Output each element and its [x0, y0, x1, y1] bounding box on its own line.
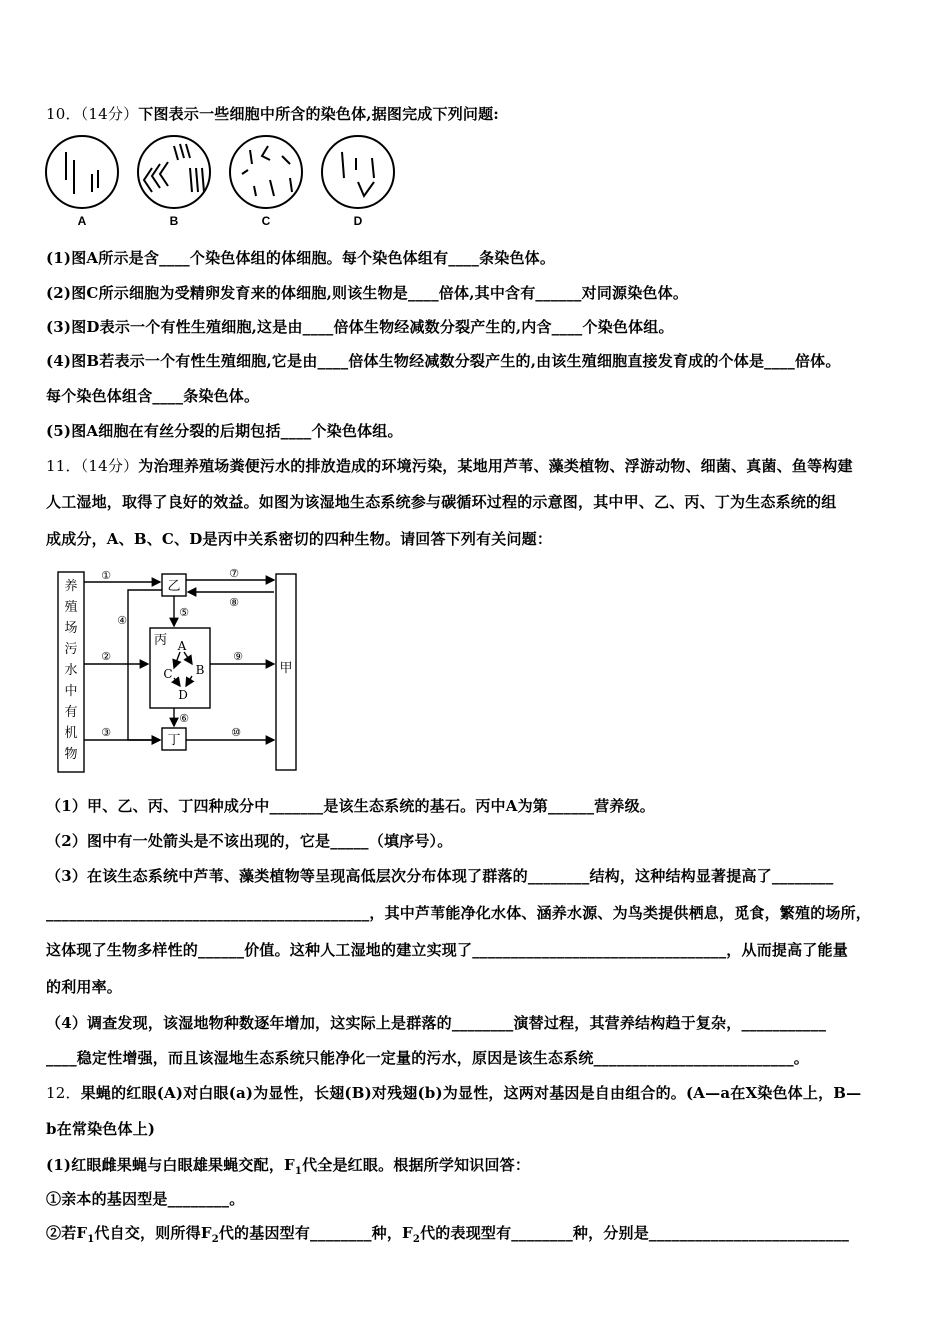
q12-sub-2-c: 代的基因型有________种，F [218, 1224, 413, 1242]
arrow-label-2: ② [101, 650, 111, 663]
arrow-label-4: ④ [117, 614, 127, 627]
label-jia: 甲 [279, 661, 293, 676]
cell-c [230, 136, 302, 208]
cell-label-d: D [353, 214, 363, 228]
cell-label-c: C [261, 214, 271, 228]
cell-label-b: B [169, 214, 179, 228]
q11-item-1: （1）甲、乙、丙、丁四种成分中_______是该生态系统的基石。丙中A为第______营养级。 [46, 797, 655, 815]
node-c: C [163, 667, 173, 681]
q12-part-1 [46, 1154, 530, 1177]
q10-item-3: (3)图D表示一个有性生殖细胞,这是由____倍体生物经减数分裂产生的,内含____个染色体组。 [46, 318, 674, 336]
chromosome-figure [44, 134, 404, 232]
q10-number: 10．（14分） [46, 105, 139, 123]
arrow-label-8: ⑧ [229, 596, 239, 609]
source-label: 养殖场污水中有机物 [64, 579, 78, 762]
node-d: D [178, 688, 188, 702]
q11-item-3: （3）在该生态系统中芦苇、藻类植物等呈现高低层次分布体现了群落的________结构，这种结构显著提高了________ [46, 867, 834, 885]
q11-item-3-cont-3: 的利用率。 [46, 978, 123, 996]
node-a: A [177, 639, 187, 653]
cell-d [322, 136, 394, 208]
q12-part-1-text-b: 代全是红眼。根据所学知识回答： [302, 1156, 531, 1174]
label-yi: 乙 [167, 579, 181, 594]
q11-item-3-cont-1: __________________________________________，其中芦苇能净化水体、涵养水源、为鸟类提供栖息，觅食，繁殖的场所， [46, 904, 872, 922]
q11-item-3-cont-2: 这体现了生物多样性的______价值。这种人工湿地的建立实现了_________________________________，从而提高了能量 [46, 941, 848, 959]
arrow-label-3: ③ [101, 726, 111, 739]
carbon-cycle-diagram [50, 568, 312, 776]
arrow-label-1: ① [101, 569, 111, 582]
q12-sub-2-a: ②若F [46, 1224, 88, 1242]
q10-item-4-cont: 每个染色体组含____条染色体。 [46, 387, 260, 405]
q10-item-5: (5)图A细胞在有丝分裂的后期包括____个染色体组。 [46, 422, 403, 440]
arrow-label-7: ⑦ [229, 568, 239, 580]
q12-number: 12． [46, 1084, 81, 1102]
q10-intro: 下图表示一些细胞中所含的染色体,据图完成下列问题: [138, 105, 500, 123]
q12-part-1-sub: 1 [294, 1166, 303, 1177]
q10-title [46, 103, 499, 124]
q11-intro-line-2: 人工湿地，取得了良好的效益。如图为该湿地生态系统参与碳循环过程的示意图，其中甲、乙、丙、丁为生态系统的组 [46, 493, 837, 511]
label-bing: 丙 [154, 633, 168, 648]
arrow-label-9: ⑨ [233, 650, 243, 663]
arrow-label-6: ⑥ [179, 712, 189, 725]
q12-sub-2-s2: 2 [211, 1234, 219, 1245]
q10-item-4: (4)图B若表示一个有性生殖细胞,它是由____倍体生物经减数分裂产生的,由该生殖细胞直接发育成的个体是____倍体。 [46, 352, 841, 370]
q11-item-4-cont: ____稳定性增强，而且该湿地生态系统只能净化一定量的污水，原因是该生态系统__________________________。 [46, 1049, 810, 1067]
q12-sub-2-s3: 2 [412, 1234, 421, 1245]
arrow-label-10: ⑩ [231, 726, 241, 739]
q12-sub-2-d: 代的表现型有________种，分别是__________________________ [420, 1224, 850, 1242]
q11-item-2: （2）图中有一处箭头是不该出现的，它是_____（填序号）。 [46, 832, 453, 850]
q10-item-2: (2)图C所示细胞为受精卵发育来的体细胞,则该生物是____倍体,其中含有______对同源染色体。 [46, 284, 689, 302]
q10-item-1: (1)图A所示是含____个染色体组的体细胞。每个染色体组有____条染色体。 [46, 249, 556, 267]
q11-intro-line-3: 成成分，A、B、C、D是丙中关系密切的四种生物。请回答下列有关问题： [46, 530, 553, 548]
q12-sub-2 [46, 1222, 849, 1245]
q12-sub-1: ①亲本的基因型是________。 [46, 1190, 245, 1208]
q12-part-1-text-a: (1)红眼雌果蝇与白眼雄果蝇交配，F [46, 1156, 295, 1174]
q11-intro-line-1 [46, 455, 853, 476]
q11-number: 11．（14分） [46, 457, 139, 475]
cell-label-a: A [77, 214, 87, 228]
arrow-label-5: ⑤ [179, 606, 189, 619]
q12-line-2: b在常染色体上) [46, 1120, 156, 1138]
q11-intro-text-1: 为治理养殖场粪便污水的排放造成的环境污染，某地用芦苇、藻类植物、浮游动物、细菌、真菌、鱼等构建 [138, 457, 853, 475]
label-ding: 丁 [167, 733, 181, 748]
cell-a [46, 136, 118, 208]
q12-line-1 [46, 1082, 861, 1103]
q11-item-4: （4）调查发现，该湿地物种数逐年增加，这实际上是群落的________演替过程，其营养结构趋于复杂，___________ [46, 1014, 827, 1032]
q12-sub-2-s1: 1 [87, 1234, 95, 1245]
q12-sub-2-b: 代自交，则所得F [94, 1224, 212, 1242]
q12-text-1: 果蝇的红眼(A)对白眼(a)为显性，长翅(B)对残翅(b)为显性，这两对基因是自由组合的。(A—a在X染色体上，B— [80, 1084, 862, 1102]
node-b: B [195, 663, 205, 677]
